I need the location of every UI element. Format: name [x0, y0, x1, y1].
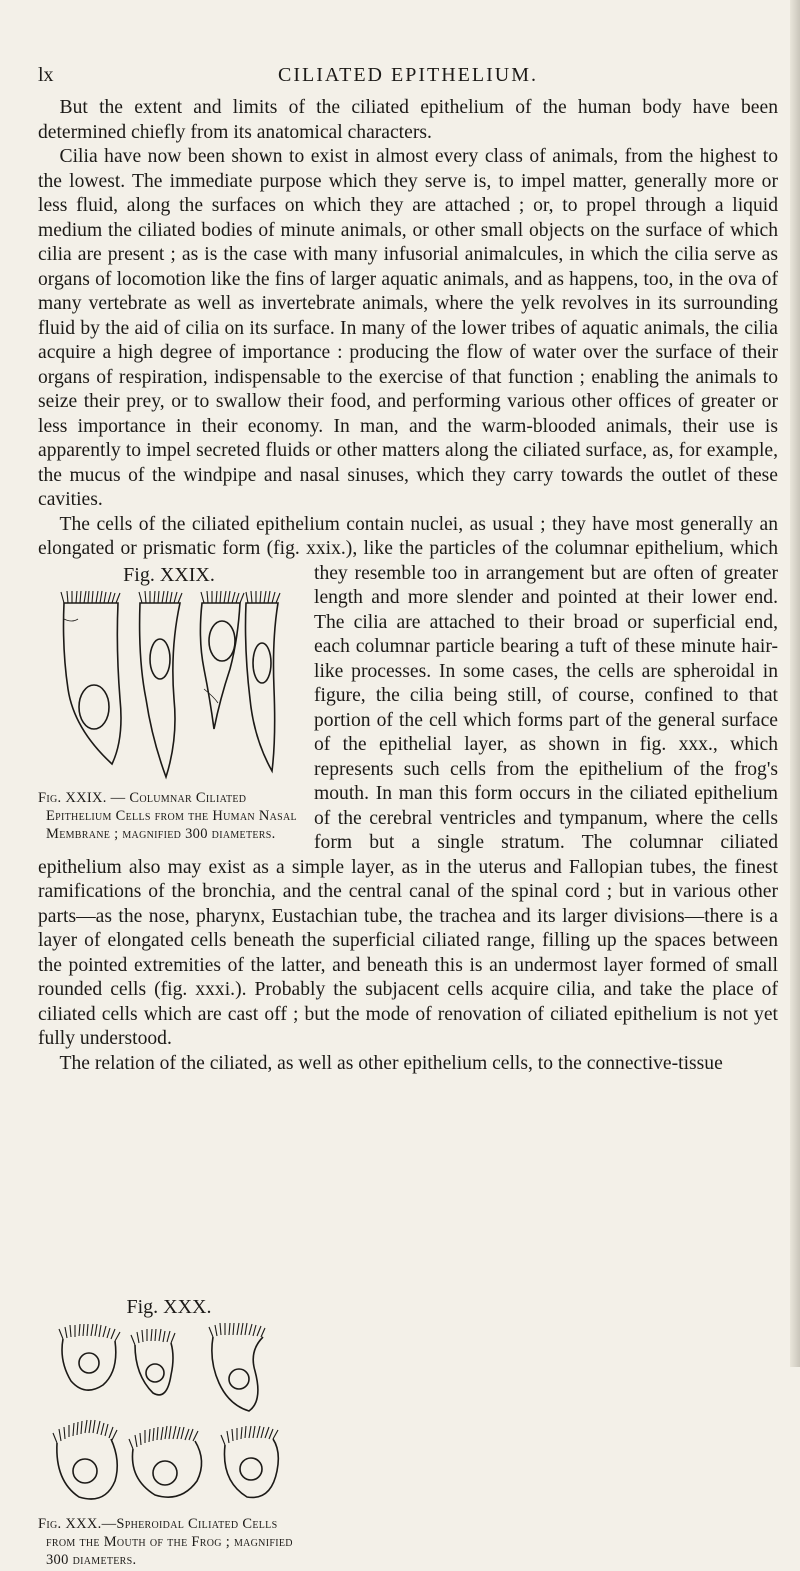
figure-xxix-columnar-cells-illustration: [54, 589, 284, 785]
page-header: [38, 64, 778, 92]
figure-xxx-spheroidal-cells-illustration: [49, 1321, 289, 1511]
paragraph-2: Cilia have now been shown to exist in almost every class of animals, from the highest to the lowest. The immediate purpose which they serve is, to impel matter, generally more or less fluid, along the surfaces on which they are attached ; or, to propel through a liquid medium the ciliated bodies of minute animals, or other small objects on the surface of which cilia are present ; as is the case with many infusorial animalcules, in which the cilia serve as organs of locomotion like the fins of larger aquatic animals, and as happens, too, in the ova of many vertebrate as well as invertebrate animals, where the yelk revolves in its surrounding fluid by the aid of cilia on its surface. In many of the lower tribes of aquatic animals, the cilia acquire a high degree of importance : producing the flow of water over the surface of their organs of respiration, indispensable to the exercise of that function ; enabling the animals to seize their prey, or to swallow their food, and performing various other offices of greater or less importance in their economy. In man, and the warm-blooded animals, their use is apparently to impel secreted fluids or other matters along the ciliated surface, as, for example, the mucus of the windpipe and nasal sinuses, which they carry towards the outlet of these cavities.: [38, 146, 778, 510]
paragraph-4: The relation of the ciliated, as well as other epithelium cells, to the connective-tissue: [59, 1052, 723, 1074]
paragraph-3: The cells of the ciliated epithelium contain nuclei, as usual ; they have most generally an elongated or prismatic form (fig. xxix.), like the particles of the columnar epithelium, which they resemble too in arrangement but are often of greater length and more slender and pointed at their lower end. The cilia are attached to their broad or superficial end, each columnar particle bearing a tuft of these minute hair-like processes. In some cases, the cells are spheroidal in figure, the cilia being still, of course, confined to that portion of the cell which forms part of the general surface of the epithelial layer, as shown in fig. xxx., which represents such cells from the epithelium of the frog's mouth. In man this form occurs in the ciliated epithelium of the cerebral ventricles and tympanum, where the cells form but a single stratum. The columnar ciliated epithelium also may exist as a simple layer, as in the uterus and Fallopian tubes, the finest ramifications of the bronchia, and the central canal of the spinal cord ; but in various other parts—as the nose, pharynx, Eustachian tube, the trachea and its larger divisions—there is a layer of elongated cells beneath the superficial ciliated range, filling up the spaces between the pointed extremities of the latter, and beneath this is an undermost layer formed of small rounded cells (fig. xxxi.). Probably the subjacent cells acquire cilia, and take the place of ciliated cells which are cast off ; but the mode of renovation of ciliated epithelium is not yet fully understood.: [38, 513, 778, 1049]
figure-xxx-label: Fig. XXX.: [126, 1296, 212, 1318]
figure-xxix-caption: Fig. XXIX. — Columnar Ciliated Epithelium Cells from the Human Nasal Membrane ; magnified 300 diameters.: [38, 790, 297, 842]
figure-xxx: [38, 1295, 300, 1569]
page-number: lx: [38, 64, 54, 86]
running-head: CILIATED EPITHELIUM.: [278, 64, 538, 86]
figure-xxix-label: Fig. XXIX.: [123, 564, 215, 586]
figure-xxix: [38, 563, 300, 843]
body-text: [38, 96, 778, 1571]
figure-xxx-caption: Fig. XXX.—Spheroidal Ciliated Cells from the Mouth of the Frog ; magnified 300 diameters.: [38, 1516, 293, 1568]
page-binding-edge: [790, 0, 800, 1367]
paragraph-1: But the extent and limits of the ciliated epithelium of the human body have been determined chiefly from its anatomical characters.: [38, 97, 778, 143]
